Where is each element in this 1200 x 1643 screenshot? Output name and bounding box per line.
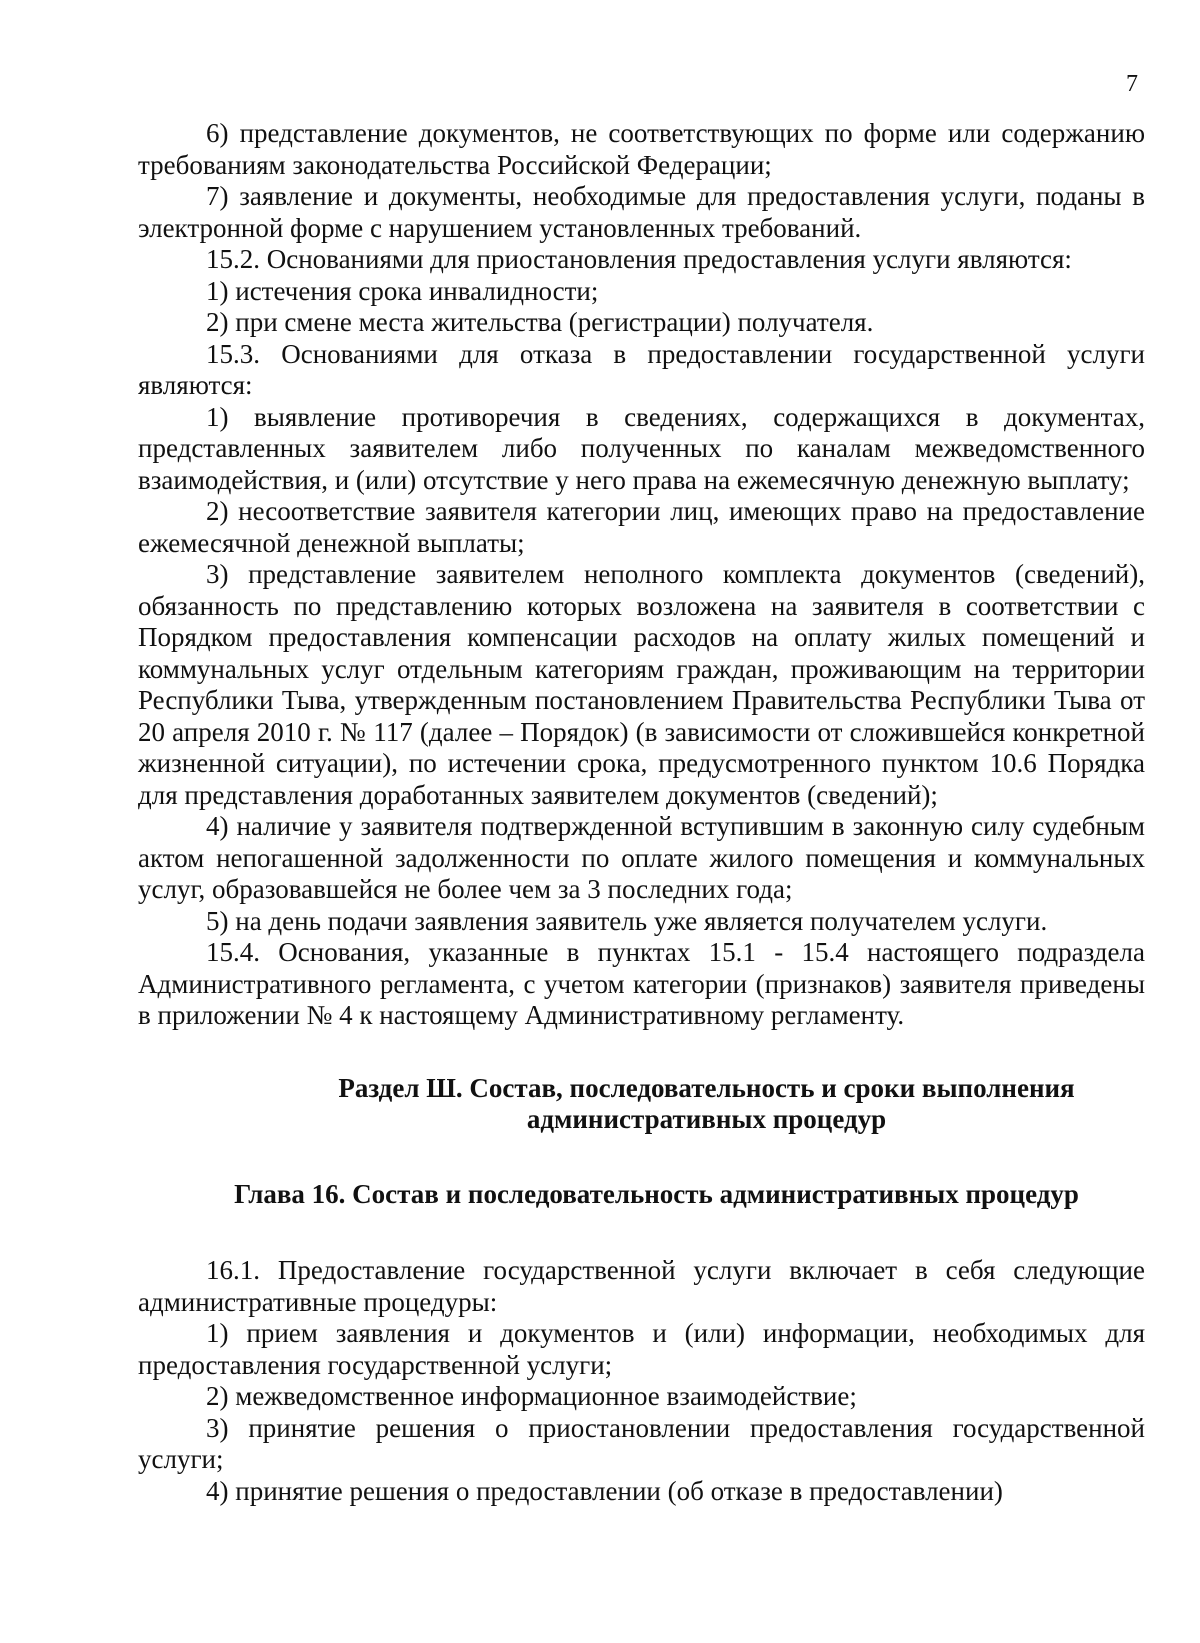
paragraph-15-2: 15.2. Основаниями для приостановления предоставления услуги являются: <box>206 244 1072 274</box>
page-number: 7 <box>1126 71 1138 97</box>
chapter-title: Глава 16. Состав и последовательность административных процедур <box>234 1178 1079 1209</box>
paragraph-15-3-item-5: 5) на день подачи заявления заявитель уже является получателем услуги. <box>206 905 1048 936</box>
section-title <box>138 1073 1145 1136</box>
section-title-line-1: Раздел Ш. Состав, последовательность и сроки выполнения <box>338 1072 1075 1103</box>
paragraph-item-7: 7) заявление и документы, необходимые для предоставления услуги, поданы в электронной форме с нарушением установленных требований. <box>138 181 1145 243</box>
section-title-line-2: административных процедур <box>526 1104 887 1134</box>
paragraph-15-3: 15.3. Основаниями для отказа в предоставлении государственной услуги являются: <box>138 338 1145 400</box>
paragraph-15-3-item-4: 4) наличие у заявителя подтвержденной вступившим в законную силу судебным актом непогашенной задолженности по оплате жилого помещения и коммунальных услуг, образовавшейся не более чем за 3 последних года; <box>138 811 1145 904</box>
paragraph-item-6: 6) представление документов, не соответствующих по форме или содержанию требованиям законодательства Российской Федерации; <box>138 118 1145 180</box>
paragraph-15-2-item-1: 1) истечения срока инвалидности; <box>206 275 599 306</box>
paragraph-16-1-item-2: 2) межведомственное информационное взаимодействие; <box>206 1381 857 1411</box>
paragraph-15-4: 15.4. Основания, указанные в пунктах 15.1 - 15.4 настоящего подраздела Административного регламента, с учетом категории (признаков) заявителя приведены в приложении № 4 к настоящему Административному регламенту. <box>138 937 1145 1030</box>
paragraph-16-1-item-4: 4) принятие решения о предоставлении (об отказе в предоставлении) <box>206 1475 1003 1506</box>
paragraph-15-2-item-2: 2) при смене места жительства (регистрации) получателя. <box>206 307 874 337</box>
document-body <box>138 118 1145 1507</box>
paragraph-15-3-item-1: 1) выявление противоречия в сведениях, содержащихся в документах, представленных заявителем либо полученных по каналам межведомственного взаимодействия, и (или) отсутствие у него права на ежемесячную денежную выплату; <box>138 401 1145 495</box>
paragraph-15-3-item-2: 2) несоответствие заявителя категории лиц, имеющих право на предоставление ежемесячной денежной выплаты; <box>138 496 1145 558</box>
paragraph-16-1: 16.1. Предоставление государственной услуги включает в себя следующие административные процедуры: <box>138 1255 1145 1317</box>
paragraph-16-1-item-1: 1) прием заявления и документов и (или) информации, необходимых для предоставления государственной услуги; <box>138 1318 1145 1380</box>
paragraph-16-1-item-3: 3) принятие решения о приостановлении предоставления государственной услуги; <box>138 1412 1145 1474</box>
paragraph-15-3-item-3: 3) представление заявителем неполного комплекта документов (сведений), обязанность по представлению которых возложена на заявителя в соответствии с Порядком предоставления компенсации расходов на оплату жилых помещений и коммунальных услуг отдельным категориям граждан, проживающим на территории Республики Тыва, утвержденным постановлением Правительства Республики Тыва от 20 апреля 2010 г. № 117 (далее – Порядок) (в зависимости от сложившейся конкретной жизненной ситуации), по истечении срока, предусмотренного пунктом 10.6 Порядка для представления доработанных заявителем документов (сведений); <box>138 559 1145 810</box>
